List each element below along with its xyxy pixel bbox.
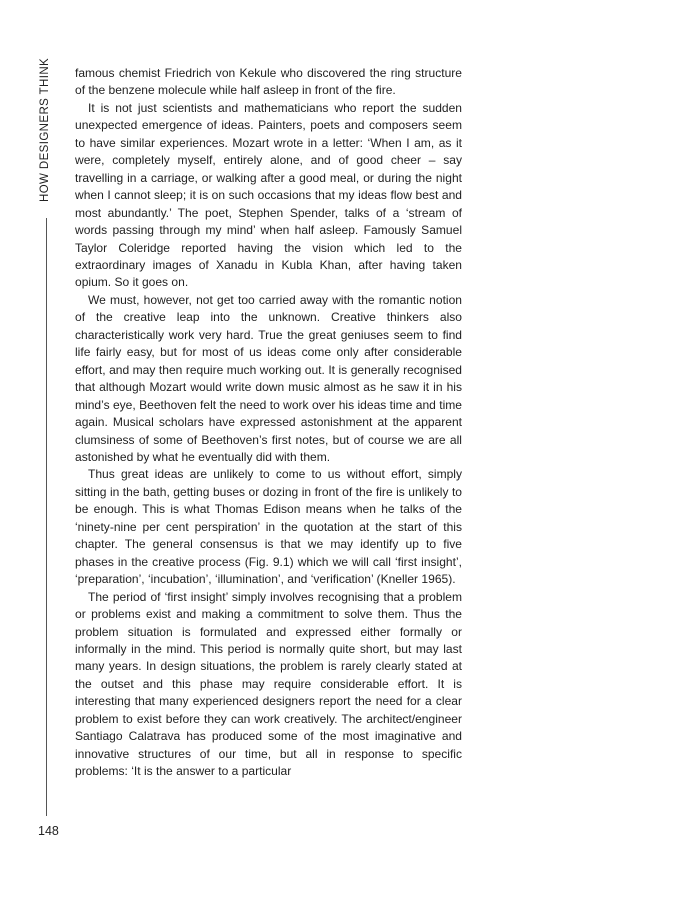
margin-rule <box>46 218 47 816</box>
paragraph: The period of ‘first insight’ simply involves recognising that a problem or problems exist and making a commitment to solve them. Thus the problem situation is formulated and expressed either formally or informally in the mind. This period is normally quite short, but may last many years. In design situations, the problem is rarely clearly stated at the outset and this phase may require considerable effort. It is interesting that many experienced designers report the need for a clear problem to exist before they can work creatively. The architect/engineer Santiago Calatrava has produced some of the most imaginative and innovative structures of our time, but all in response to specific problems: ‘It is the answer to a particular <box>75 589 462 779</box>
paragraph: It is not just scientists and mathematicians who report the sudden unexpected emergence of ideas. Painters, poets and composers seem to have similar experiences. Mozart wrote in a letter: ‘When I am, as it were, completely myself, entirely alone, and of good cheer – say travelling in a carriage, or walking after a good meal, or during the night when I cannot sleep; it is on such occasions that my ideas flow best and most abundantly.’ The poet, Stephen Spender, talks of a ‘stream of words passing through my mind’ when half asleep. Famously Samuel Taylor Coleridge reported having the vision which led to the extraordinary images of Xanadu in Kubla Khan, after having taken opium. So it goes on. <box>75 100 462 290</box>
paragraph: We must, however, not get too carried away with the romantic notion of the creative leap into the unknown. Creative thinkers also characteristically work very hard. True the great geniuses seem to find life fairly easy, but for most of us ideas come only after considerable effort, and may then require much working out. It is generally recognised that although Mozart would write down music almost as he saw it in his mind’s eye, Beethoven felt the need to work over his ideas time and time again. Musical scholars have expressed astonishment at the apparent clumsiness of some of Beethoven’s first notes, but of course we are all astonished by what he eventually did with them. <box>75 292 462 464</box>
paragraph: famous chemist Friedrich von Kekule who discovered the ring structure of the benzene molecule while half asleep in front of the fire. <box>75 66 462 98</box>
running-head: HOW DESIGNERS THINK <box>39 57 51 202</box>
body-text <box>75 65 462 781</box>
paragraph: Thus great ideas are unlikely to come to us without effort, simply sitting in the bath, getting buses or dozing in front of the fire is unlikely to be enough. This is what Thomas Edison means when he talks of the ‘ninety-nine per cent perspiration’ in the quotation at the start of this chapter. The general consensus is that we may identify up to five phases in the creative process (Fig. 9.1) which we will call ‘first insight’, ‘preparation’, ‘incubation’, ‘illumination’, and ‘verification’ (Kneller 1965). <box>75 467 462 587</box>
page-number: 148 <box>38 824 59 838</box>
